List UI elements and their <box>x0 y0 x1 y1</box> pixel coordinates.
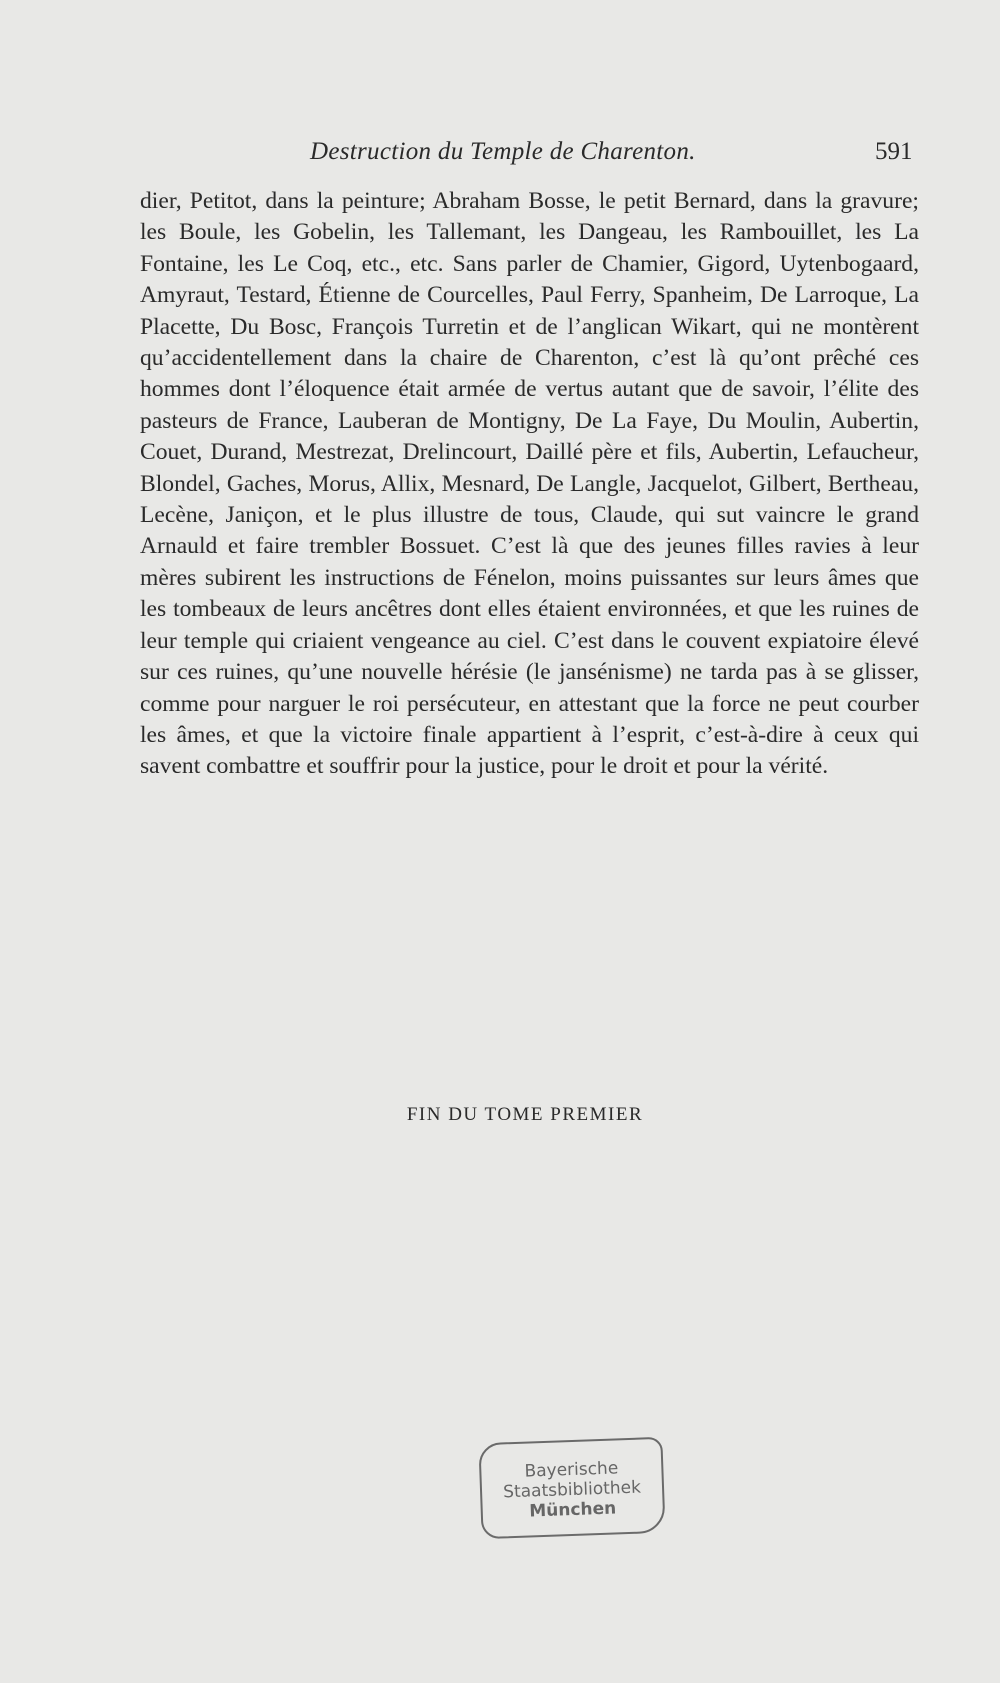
page-number: 591 <box>875 138 913 165</box>
paragraph: dier, Petitot, dans la peinture; Abraham Bosse, le petit Bernard, dans la gravure; les Boule, les Gobelin, les Tallemant, les Dangeau, les Rambouillet, les La Fontaine, les Le Coq, etc., etc. Sans parler de Chamier, Gigord, Uytenbogaard, Amyraut, Testard, Étienne de Courcelles, Paul Ferry, Spanheim, De Larroque, La Placette, Du Bosc, François Turretin et de l’anglican Wikart, qui ne montèrent qu’accidentellement dans la chaire de Charenton, c’est là qu’ont prêché ces hommes dont l’éloquence était armée de vertus autant que de savoir, l’élite des pasteurs de France, Lauberan de Montigny, De La Faye, Du Moulin, Aubertin, Couet, Durand, Mestrezat, Drelincourt, Daillé père et fils, Aubertin, Lefaucheur, Blondel, Gaches, Morus, Allix, Mesnard, De Langle, Jacquelot, Gilbert, Bertheau, Lecène, Janiçon, et le plus illustre de tous, Claude, qui sut vaincre le grand Arnauld et faire trembler Bossuet. C’est là que des jeunes filles ravies à leur mères subirent les instructions de Fénelon, moins puissantes sur leurs âmes que les tombeaux de leurs ancêtres dont elles étaient environnées, et que les ruines de leur temple qui criaient vengeance au ciel. C’est dans le couvent expiatoire élevé sur ces ruines, qu’une nouvelle hérésie (le jansénisme) ne tarda pas à se glisser, comme pour narguer le roi persécuteur, en attestant que la force ne peut courber les âmes, et que la victoire finale appartient à l’esprit, c’est-à-dire à ceux qui savent combattre et souffrir pour la justice, pour le droit et pour la vérité. <box>140 188 919 780</box>
stamp-line-2: Staatsbibliothek <box>502 1477 642 1503</box>
end-of-volume-note: FIN DU TOME PREMIER <box>406 1104 644 1125</box>
running-head <box>140 138 920 178</box>
stamp-line-3: München <box>528 1498 617 1522</box>
library-stamp <box>478 1437 665 1539</box>
running-title: Destruction du Temple de Charenton. <box>310 138 696 165</box>
body-text <box>140 186 919 783</box>
stamp-line-1: Bayerische <box>524 1458 619 1482</box>
